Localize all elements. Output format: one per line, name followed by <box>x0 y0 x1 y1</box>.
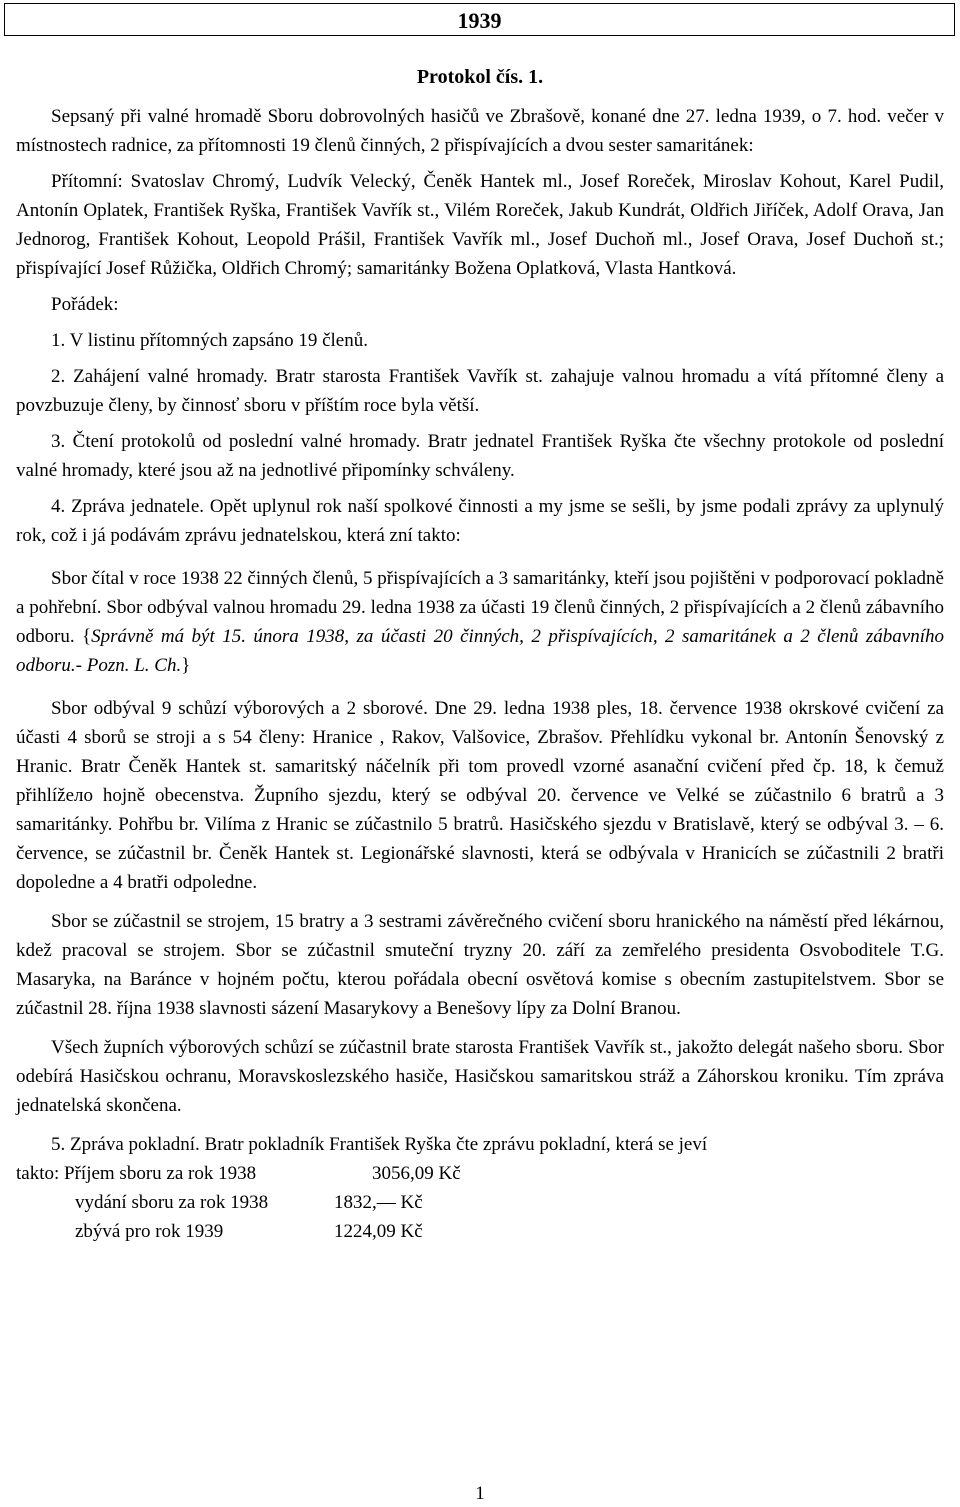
year-heading: 1939 <box>457 8 502 33</box>
cash-label: vydání sboru za rok 1938 <box>75 1192 269 1213</box>
agenda-item-2: 2. Zahájení valné hromady. Bratr starosta František Vavřík st. zahajuje valnou hromadu a vítá přítomné členy a povzbuzuje členy, by činnosť sboru v příštím roce byla větší. <box>16 366 944 416</box>
cash-row-income <box>16 1159 944 1188</box>
intro-paragraph: Sepsaný při valné hromadě Sboru dobrovolných hasičů ve Zbrašově, konané dne 27. ledna 1939, o 7. hod. večer v místnostech radnice, za přítomnosti 19 členů činných, 2 přispívajících a dvou sester samaritánek: <box>16 106 944 156</box>
agenda-item-4: 4. Zpráva jednatele. Opět uplynul rok naší spolkové činnosti a my jsme se sešli, by jsme podali zprávy za uplynulý rok, což i já podávám zprávu jednatelskou, která zní takto: <box>16 496 944 546</box>
cash-row-balance <box>16 1217 944 1246</box>
agenda-label: Pořádek: <box>51 294 119 315</box>
present-members-paragraph: Přítomní: Svatoslav Chromý, Ludvík Velecký, Čeněk Hantek ml., Josef Roreček, Miroslav Kohout, Karel Pudil, Antonín Oplatek, František Ryška, František Vavřík st., Vilém Roreček, Jakub Kundrát, Oldřich Jiříček, Adolf Orava, Jan Jednorog, František Kohout, Leopold Prášil, František Vavřík ml., Josef Duchoň ml., Josef Orava, Josef Duchoň st.; přispívající Josef Růžička, Oldřich Chromý; samaritánky Božena Oplatková, Vlasta Hantková. <box>16 171 944 279</box>
report-paragraph-1 <box>16 564 944 680</box>
cash-amount: 1832,— Kč <box>334 1192 423 1213</box>
cash-amount: 1224,09 Kč <box>334 1221 423 1242</box>
year-header-box <box>4 3 955 36</box>
report-paragraph-3: Sbor se zúčastnil se strojem, 15 bratry a 3 sestrami závěrečného cvičení sboru hranického na náměstí před lékárnou, kdež pracoval se strojem. Sbor se zúčastnil smuteční tryzny 20. září za zemřelého presidenta Osvoboditele T.G. Masaryka, na Baránce v hojném počtu, kterou pořádala obecní osvětová komise s obecním zastupitelstvem. Sbor se zúčastnil 28. října 1938 slavnosti sázení Masarykovy a Benešovy lípy za Dolní Branou. <box>16 911 944 1019</box>
page-number: 1 <box>475 1483 485 1504</box>
document-body <box>16 102 944 1246</box>
cash-amount: 3056,09 Kč <box>372 1163 461 1184</box>
report-paragraph-4: Všech župních výborových schůzí se zúčastnil brate starosta František Vavřík st., jakožto delegát našeho sboru. Sbor odebírá Hasičskou ochranu, Moravskoslezského hasiče, Hasičskou samaritskou stráž a Záhorskou kroniku. Tím zpráva jednatelská skončena. <box>16 1037 944 1116</box>
agenda-item-1: 1. V listinu přítomných zapsáno 19 členů. <box>51 330 368 351</box>
editor-note-close: } <box>181 655 191 676</box>
cash-label: zbývá pro rok 1939 <box>75 1221 224 1242</box>
report-paragraph-2: Sbor odbýval 9 schůzí výborových a 2 sborové. Dne 29. ledna 1938 ples, 18. července 1938 okrskové cvičení za účasti 4 sborů se stroji a s 54 členy: Hranice , Rakov, Valšovice, Zbrašov. Přehlídku vykonal br. Antonín Šenovský z Hranic. Bratr Čeněk Hantek st. samaritský náčelník při tom provedl vzorné asanační cvičení před čp. 18, k čemuž přihlížело hojně obecenstva. Župního sjezdu, který se odbýval 20. července ve Velké se zúčastnilo 6 bratrů a 3 samaritánky. Pohřbu br. Vilíma z Hranic se zúčastnilo 5 bratrů. Hasičského sjezdu v Bratislavě, který se odbýval 3. – 6. července, se zúčastnil br. Čeněk Hantek st. Legionářské slavnosti, která se odbývala v Hranicích se zúčastnili 2 bratři dopoledne a 4 bratři odpoledne. <box>16 698 944 893</box>
editor-note: Správně má být 15. února 1938, za účasti 20 činných, 2 přispívajících, 2 samaritánek a 2 členů zábavního odboru.- Pozn. L. Ch. <box>16 626 944 676</box>
cash-row-expense <box>16 1188 944 1217</box>
cash-report <box>16 1159 944 1246</box>
agenda-item-5: 5. Zpráva pokladní. Bratr pokladník František Ryška čte zprávu pokladní, která se jeví <box>51 1134 708 1155</box>
protocol-title: Protokol čís. 1. <box>416 66 544 88</box>
report-1-text: Sbor čítal v roce 1938 22 činných členů, 5 přispívajících a 3 samaritánky, kteří jsou pojištěni v podporovací pokladně a pohřební. Sbor odbýval valnou hromadu 29. ledna 1938 za účasti 19 členů činných, 2 přispívajících a 2 členů zábavního odboru. { <box>16 568 944 647</box>
agenda-item-3: 3. Čtení protokolů od poslední valné hromady. Bratr jednatel František Ryška čte všechny protokole od poslední valné hromady, které jsou až na jednotlivé připomínky schváleny. <box>16 431 944 481</box>
cash-label: takto: Příjem sboru za rok 1938 <box>16 1163 257 1184</box>
